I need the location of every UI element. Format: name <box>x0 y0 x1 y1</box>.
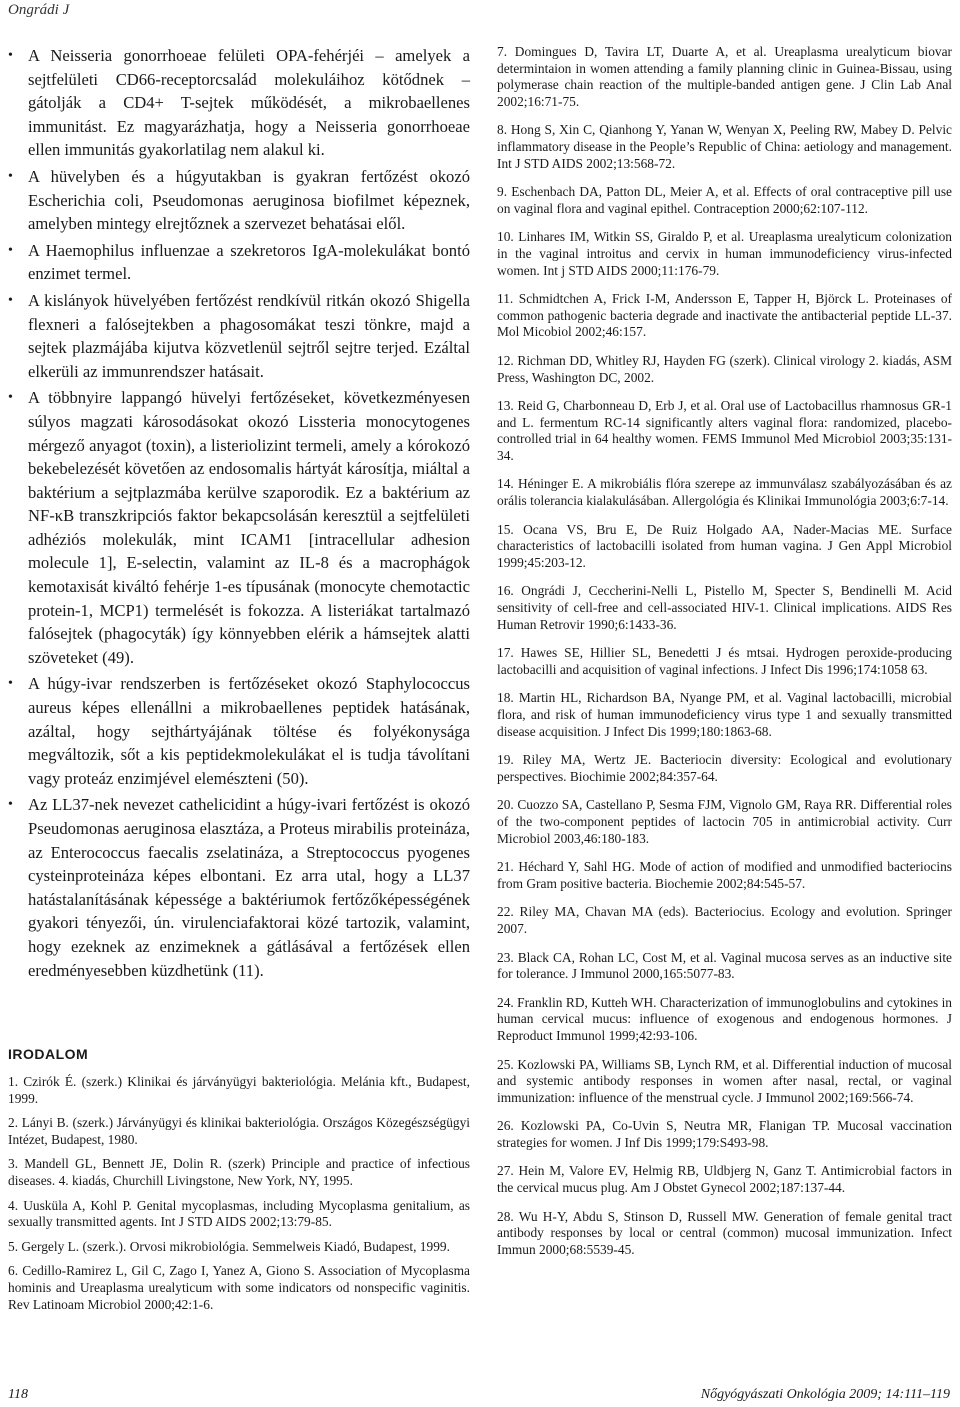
bullet-item: • A kislányok hüvelyében fertőzést rendkívül ritkán okozó Shigella flexneri a falósejtekben a phagosomákat teszi tönkre, majd a sejtek plazmájába kijutva közvetlenül sejtről sejtre terjed. Ezáltal elkerüli az immunrendszer hatásait. <box>8 289 470 383</box>
reference-item: 14. Héninger E. A mikrobiális flóra szerepe az immunválasz szabályozásában és az orális tolerancia kialakulásában. Allergológia és Klinikai Immunológia 2003;6:7-14. <box>497 476 952 509</box>
reference-item: 23. Black CA, Rohan LC, Cost M, et al. Vaginal mucosa serves as an inductive site for tolerance. J Immunol 2000,165:5077-83. <box>497 949 952 982</box>
reference-item: 3. Mandell GL, Bennett JE, Dolin R. (szerk) Principle and practice of infectious diseases. 4. kiadás, Churchill Livingstone, New York, NY, 1995. <box>8 1156 470 1188</box>
body-text-column <box>8 44 470 985</box>
reference-item: 13. Reid G, Charbonneau D, Erb J, et al. Oral use of Lactobacillus rhamnosus GR-1 and L. fermentum RC-14 significantly alters vaginal flora: randomized, placebo-controlled trial in 64 healthy women. FEMS Immunol Med Microbiol 2003;35:131-34. <box>497 398 952 463</box>
reference-item: 2. Lányi B. (szerk.) Járványügyi és klinikai bakteriológia. Országos Közegészségügyi Intézet, Budapest, 1980. <box>8 1115 470 1147</box>
bullet-item: • A Haemophilus influenzae a szekretoros IgA-molekulákat bontó enzimet termel. <box>8 239 470 286</box>
references-heading: IRODALOM <box>8 1046 89 1062</box>
reference-item: 19. Riley MA, Wertz JE. Bacteriocin diversity: Ecological and evolutionary perspectives. Biochimie 2002;84:357-64. <box>497 752 952 784</box>
reference-item: 28. Wu H-Y, Abdu S, Stinson D, Russell MW. Generation of female genital tract antibody responses by local or central (common) mucosal immunization. Infect Immun 2000;68:5539-45. <box>497 1208 952 1257</box>
reference-item: 1. Czirók É. (szerk.) Klinikai és járványügyi bakteriológia. Melánia kft., Budapest, 1999. <box>8 1074 470 1106</box>
reference-item: 16. Ongrádi J, Ceccherini-Nelli L, Pistello M, Specter S, Bendinelli M. Acid sensitivity of cell-free and cell-associated HIV-1. Clinical implications. AIDS Res Human Retrovir 1990;6:1433-36. <box>497 583 952 632</box>
bullet-item: • A hüvelyben és a húgyutakban is gyakran fertőzést okozó Escherichia coli, Pseudomonas aeruginosa biofilmet képeznek, amelyben mintegy elrejtőznek a szervezet behatásai elől. <box>8 165 470 236</box>
reference-item: 27. Hein M, Valore EV, Helmig RB, Uldbjerg N, Ganz T. Antimicrobial factors in the cervical mucus plug. Am J Obstet Gynecol 2002;187:137-44. <box>497 1163 952 1196</box>
references-list-right <box>497 44 952 1270</box>
running-head: Ongrádi J <box>8 2 70 18</box>
reference-item: 7. Domingues D, Tavira LT, Duarte A, et al. Ureaplasma urealyticum biovar determintaion in women attending a family planning clinic in Guinea-Bissau, using polymerase chain reaction of the multiple-banded antigen gene. J Clin Lab Anal 2002;16:71-75. <box>497 44 952 109</box>
reference-item: 20. Cuozzo SA, Castellano P, Sesma FJM, Vignolo GM, Raya RR. Differential roles of the two-component peptides of lactocin 705 in antimicrobial activity. Curr Microbiol 2003,46:180-183. <box>497 797 952 846</box>
reference-item: 5. Gergely L. (szerk.). Orvosi mikrobiológia. Semmelweis Kiadó, Budapest, 1999. <box>8 1238 450 1254</box>
bullet-item: • A többnyire lappangó hüvelyi fertőzéseket, következményesen súlyos magzati károsodásokat okozó Lissteria monocytogenes mérgező anyagot (toxin), a listeriolizint termeli, amely a kórokozó bekebelezését követően az endosomalis hártyát károsítja, miáltal a baktérium a sejtplazmába kerülve szaporodik. Ez a baktérium az NF-κB transzkripciós faktor bekapcsolásán keresztül a sejtfelületi adhéziós molekulák, mint ICAM1 [intracellular adhesion molecule 1], E-selectin, valamint az IL-8 és a macrophágok kemotaxisát kiváltó fehérje 1-es típusának (monocyte chemotactic protein-1, MCP1) termelését is fokozza. A listeriákat tartalmazó falósejtek (phagocyták) így könnyebben elérik a hámsejtek alatti szöveteket (49). <box>8 386 470 669</box>
reference-item: 25. Kozlowski PA, Williams SB, Lynch RM, et al. Differential induction of mucosal and systemic antibody responses in women after nasal, rectal, or vaginal immunization: influence of the menstrual cycle. J Immunol 2002;169:566-74. <box>497 1056 952 1105</box>
reference-item: 6. Cedillo-Ramirez L, Gil C, Zago I, Yanez A, Giono S. Association of Mycoplasma hominis and Ureaplasma urealyticum with some indicators od nonspecific vaginitis. Rev Latinoam Microbiol 2000;42:1-6. <box>8 1263 470 1312</box>
reference-item: 17. Hawes SE, Hillier SL, Benedetti J és mtsai. Hydrogen peroxide-producing lactobacilli and acquisition of vaginal infections. J Infect Dis 1996;174:1058 63. <box>497 645 952 677</box>
references-list-left <box>8 1074 470 1321</box>
reference-item: 9. Eschenbach DA, Patton DL, Meier A, et al. Effects of oral contraceptive pill use on vaginal flora and vaginal epithel. Contraception 2000;62:107-112. <box>497 184 952 216</box>
reference-item: 12. Richman DD, Whitley RJ, Hayden FG (szerk). Clinical virology 2. kiadás, ASM Press, Washington DC, 2002. <box>497 352 952 385</box>
reference-item: 4. Uusküla A, Kohl P. Genital mycoplasmas, including Mycoplasma genitalium, as sexually transmitted agents. Int J STD AIDS 2002;13:79-85. <box>8 1197 470 1230</box>
reference-item: 18. Martin HL, Richardson BA, Nyange PM, et al. Vaginal lactobacilli, microbial flora, and risk of human immunodeficiency virus type 1 and sexually transmitted disease acquisition. J Infect Dis 1999;180:1863-68. <box>497 690 952 739</box>
reference-item: 11. Schmidtchen A, Frick I-M, Andersson E, Tapper H, Björck L. Proteinases of common pathogenic bacteria degrade and inactivate the antibacterial peptide LL-37. Mol Micobiol 2002;46:157. <box>497 291 952 340</box>
reference-item: 21. Héchard Y, Sahl HG. Mode of action of modified and unmodified bacteriocins from Gram positive bacteria. Biochemie 2002;84:545-57. <box>497 859 952 891</box>
journal-citation: Nőgyógyászati Onkológia 2009; 14:111–119 <box>700 1387 950 1402</box>
reference-item: 15. Ocana VS, Bru E, De Ruiz Holgado AA, Nader-Macias ME. Surface characteristics of lactobacilli isolated from human vagina. J Gen Appl Microbiol 1999;45:203-12. <box>497 521 952 570</box>
reference-item: 10. Linhares IM, Witkin SS, Giraldo P, et al. Ureaplasma urealyticum colonization in the vaginal introitus and cervix in human immunodeficiency virus-infected women. Int j STD AIDS 2000;11:176-79. <box>497 229 952 278</box>
bullet-item: • Az LL37-nek nevezet cathelicidint a húgy-ivari fertőzést is okozó Pseudomonas aeruginosa elasztáza, a Proteus mirabilis proteináza, az Enterococcus faecalis zselatináza, a Streptococcus pyogenes cysteinproteináza képes elbontani. Ez arra utal, hogy a LL37 hatástalanításának képessége a baktériumok fertőzőképességének gyakori tényezői, ún. virulenciafaktorai közé tartozik, valamint, hogy ezeknek az enzimeknek a gátlásával a fertőzések ellen eredményesebben küzdhetünk (11). <box>8 793 470 982</box>
reference-item: 8. Hong S, Xin C, Qianhong Y, Yanan W, Wenyan X, Peeling RW, Mabey D. Pelvic inflammatory disease in the People’s Republic of China: aetiology and management. Int J STD AIDS 2002;13:568-72. <box>497 122 952 171</box>
reference-item: 24. Franklin RD, Kutteh WH. Characterization of immunoglobulins and cytokines in human cervical mucus: influence of exogenous and endogenous hormones. J Reproduct Immunol 1999;42:93-106. <box>497 994 952 1043</box>
bullet-item: • A Neisseria gonorrhoeae felületi OPA-fehérjéi – amelyek a sejtfelületi CD66-receptorcsalád molekuláihoz kötődnek – gátolják a CD4+ T-sejtek működését, a mikrobaellenes immunitást. Ez magyarázhatja, hogy a Neisseria gonorrhoeae ellen immunitás gyakorlatilag nem alakul ki. <box>8 44 470 162</box>
bullet-item: • A húgy-ivar rendszerben is fertőzéseket okozó Staphylococcus aureus képes ellenállni a mikrobaellenes peptidek hatásának, azáltal, hogy sejthártyájának töltése és folyékonysága megváltozik, sőt a kis peptidekmolekulákat el is tudja távolítani vagy proteáz enzimjével elemészteni (50). <box>8 672 470 790</box>
bullet-list <box>8 44 470 982</box>
reference-item: 22. Riley MA, Chavan MA (eds). Bacteriocius. Ecology and evolution. Springer 2007. <box>497 904 952 936</box>
reference-item: 26. Kozlowski PA, Co-Uvin S, Neutra MR, Flanigan TP. Mucosal vaccination strategies for women. J Inf Dis 1999;179:S493-98. <box>497 1118 952 1150</box>
page-number: 118 <box>8 1387 28 1402</box>
